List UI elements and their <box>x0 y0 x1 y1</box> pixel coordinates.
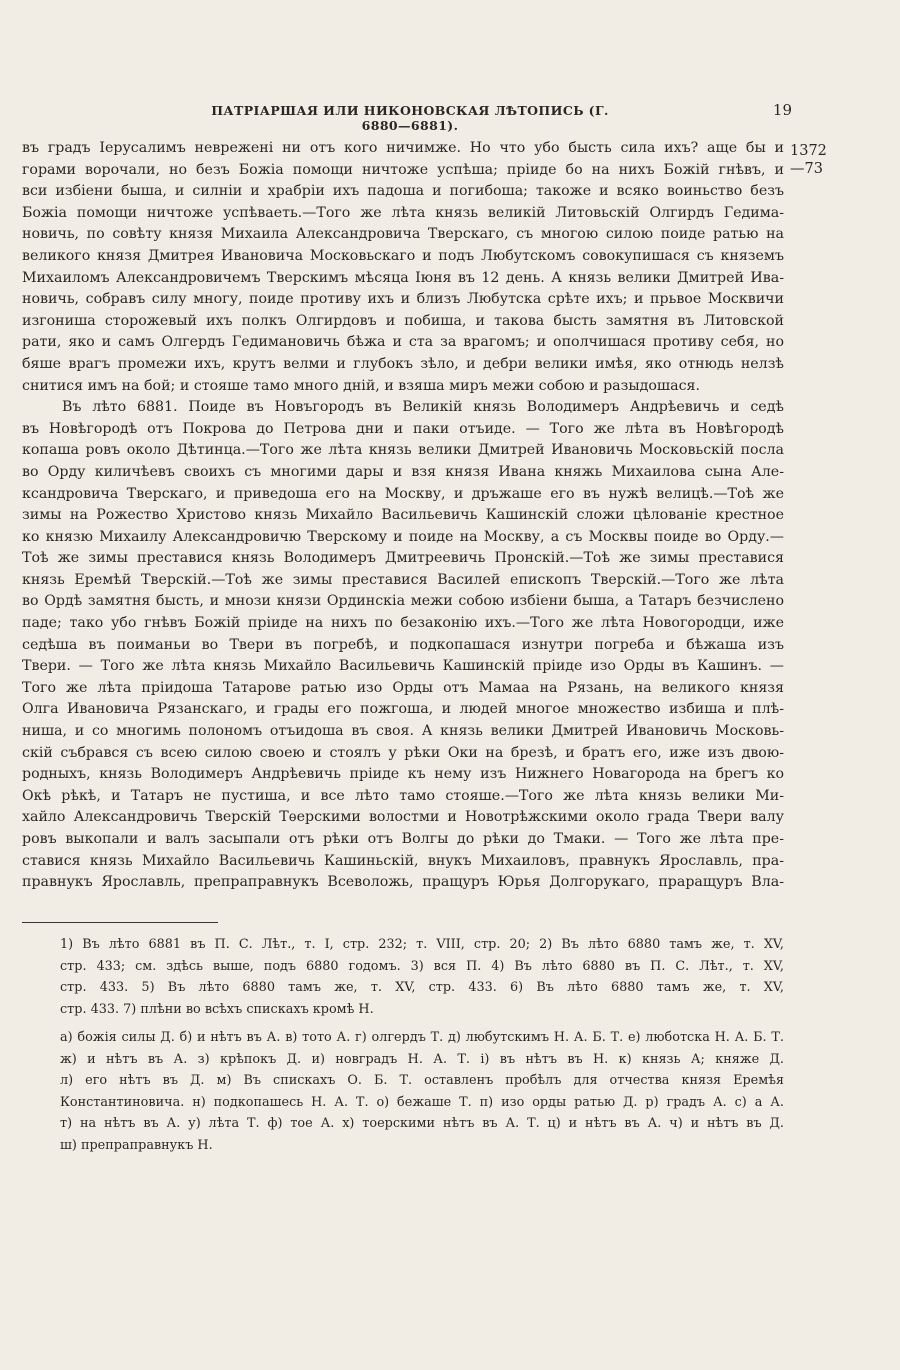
text-line: ко князю Михаилу Александровичю Тверскому и поиде на Москву, а съ Москвы поиде во Орду.— <box>22 528 784 545</box>
text-line: ровъ выкопали и валъ засыпали отъ рѣки отъ Волгы до рѣки до Тмаки. — Того же лѣта пре- <box>22 831 784 847</box>
footnotes-lettered <box>60 1027 784 1157</box>
text-line: Михаиломъ Александровичемъ Тверскимъ мѣсяца Iюня въ 12 день. А князь велики Дмитрей Ива- <box>22 269 784 286</box>
text-line: снитися имъ на бой; и стояше тамо много днiй, и взяша миръ межи собою и разыдошася. <box>22 377 700 394</box>
text-line: во Орду киличѣевъ своихъ съ многими дары и взя князя Ивана княжь Михаилова сына Але- <box>22 463 784 480</box>
text-line: правнукъ Ярославль, препраправнукъ Всеволожь, пращуръ Юрья Долгорукаго, праращуръ Вла- <box>22 874 784 891</box>
text-line: ниша, и со многимь полономъ отъидоша въ своя. А князь велики Дмитрей Ивановичь Московь- <box>22 723 784 740</box>
footnote-line: 1) Въ лѣто 6881 въ П. С. Лѣт., т. I, стр. 232; т. VIII, стр. 20; 2) Въ лѣто 6880 тамъ же, т. XV, <box>60 937 784 952</box>
footnote-line: Константиновича. н) подкопашесь Н. А. Т. о) бежаше Т. п) изо орды ратью Д. р) градъ А. с) а А. <box>60 1094 784 1110</box>
main-text <box>22 138 784 894</box>
text-line: ксандровича Тверскаго, и приведоша его на Москву, и дръжаше его въ нужѣ велицѣ.—Тоѣ же <box>22 485 784 502</box>
text-line: ставися князь Михайло Васильевичь Кашиньскiй, внукъ Михаиловъ, правнукъ Ярославль, пра- <box>22 852 784 869</box>
margin-year-top: 1372 <box>790 143 827 159</box>
footnote-divider <box>22 922 218 923</box>
text-line: горами ворочали, но безъ Божiа помощи ничтоже успѣша; прiиде бо на нихъ Божiй гнѣвъ, и <box>22 161 784 178</box>
footnote-line: л) его нѣтъ въ Д. м) Въ спискахъ О. Б. Т. оставленъ пробѣлъ для отчества князя Еремѣя <box>60 1073 784 1089</box>
footnote-line: стр. 433. 7) плѣни во всѣхъ спискахъ кромѣ Н. <box>60 1001 374 1017</box>
footnote-line: стр. 433; см. здѣсь выше, подъ 6880 годомъ. 3) вся П. 4) Въ лѣто 6880 въ П. С. Лѣт., т. XV, <box>60 958 784 974</box>
text-line: во Ордѣ замятня бысть, и мнози князи Ординскiа межи собою избiени быша, а Татаръ безчислено <box>22 593 784 610</box>
text-line: хайло Александровичь Тверскiй Тѳерскими волостми и Новотрѣжскими около града Твери валу <box>22 809 784 826</box>
text-line: седѣша въ поиманьи во Твери въ погребѣ, и подкопашася изнутри погреба и бѣжаша изъ <box>22 636 784 653</box>
text-line: рати, яко и самъ Олгердъ Гедимановичь бѣжа и ста за врагомъ; и ополчишася противу себя, но <box>22 334 784 351</box>
text-line: великого князя Дмитрея Ивановича Московьскаго и подъ Любутскомъ совокупишася съ княземъ <box>22 247 784 264</box>
text-line: Тоѣ же зимы преставися князь Володимеръ Дмитреевичь Пронскiй.—Тоѣ же зимы преставися <box>22 550 784 567</box>
running-header: ПАТРІАРШАЯ ИЛИ НИКОНОВСКАЯ ЛѢТОПИСЬ (Г. 6880—6881). <box>211 103 609 133</box>
text-line: князь Еремѣй Тверскiй.—Тоѣ же зимы преставися Василей епископъ Тверскiй.—Того же лѣта <box>22 571 784 588</box>
text-line: Въ лѣто 6881. Поиде въ Новъгородъ въ Великiй князь Володимеръ Андрѣевичь и седѣ <box>62 399 784 416</box>
text-line: Олга Ивановича Рязанскаго, и грады его пожгоша, и людей многое множество избиша и плѣ- <box>22 701 784 718</box>
text-line: паде; тако убо гнѣвъ Божiй прiиде на нихъ по безаконiю ихъ.—Того же лѣта Новогородци, иже <box>22 615 784 632</box>
text-line: Твери. — Того же лѣта князь Михайло Васильевичь Кашинскiй прiиде изо Орды въ Кашинъ. — <box>22 658 784 675</box>
text-line: изгониша сторожевый ихъ полкъ Олгирдовъ и побиша, и такова бысть замятня въ Литовской <box>22 312 784 329</box>
text-line: въ градъ Іерусалимъ невреженi ни отъ кого ничимже. Но что убо бысть сила ихъ? аще бы и <box>22 140 784 156</box>
page-number: 19 <box>772 101 792 119</box>
text-line: новичь, по совѣту князя Михаила Александровича Тверскаго, съ многою силою поиде ратью на <box>22 226 784 243</box>
text-line: скiй събрався съ всею силою своею и стоялъ у рѣки Оки на брезѣ, и братъ его, иже изъ двою- <box>22 744 784 761</box>
footnotes-numbered <box>60 934 784 1020</box>
text-line: родныхъ, князь Володимеръ Андрѣевичь прiиде къ нему изъ Нижнего Новагорода на брегъ ко <box>22 766 784 783</box>
footnote-line: ж) и нѣтъ въ А. з) крѣпокъ Д. и) новградъ Н. А. Т. і) въ нѣтъ въ Н. к) князь А; княже Д. <box>60 1051 784 1067</box>
text-line: вси избiени быша, и силнiи и храбрiи ихъ падоша и погибоша; такоже и всяко воиньство безъ <box>22 183 784 200</box>
text-line: Божiа помощи ничтоже успѣваеть.—Того же лѣта князь великiй Литовьскiй Олгирдъ Гедима- <box>22 204 784 221</box>
margin-year-bottom: —73 <box>790 161 823 177</box>
text-line: бяше врагъ промежи ихъ, крутъ велми и глубокъ зѣло, и дебри велики имѣя, яко отнюдь нелзѣ <box>22 355 784 372</box>
text-line: копаша ровъ около Дѣтинца.—Того же лѣта князь велики Дмитрей Ивановичь Московьскiй посла <box>22 442 784 459</box>
footnote-line: стр. 433. 5) Въ лѣто 6880 тамъ же, т. XV, стр. 433. 6) Въ лѣто 6880 тамъ же, т. XV, <box>60 980 784 996</box>
footnote-line: ш) препраправнукъ Н. <box>60 1137 213 1153</box>
footnote-line: т) на нѣтъ въ А. у) лѣта Т. ф) тое А. х) тоерскими нѣтъ въ А. Т. ц) и нѣтъ въ А. ч) и нѣтъ въ Д. <box>60 1116 784 1132</box>
text-line: въ Новѣгородѣ отъ Покрова до Петрова дни и паки отъиде. — Того же лѣта въ Новѣгородѣ <box>22 420 784 437</box>
text-line: Того же лѣта прiидоша Татарове ратью изо Орды отъ Мамаа на Рязань, на великого князя <box>22 679 784 696</box>
footnote-line: а) божiя силы Д. б) и нѣтъ въ А. в) тото А. г) олгердъ Т. д) любутскимъ Н. А. Б. Т. е) люботска Н. А. Б. Т. <box>60 1030 784 1045</box>
text-line: Окѣ рѣкѣ, и Татаръ не пустиша, и все лѣто тамо стояше.—Того же лѣта князь велики Ми- <box>22 787 784 804</box>
text-line: зимы на Рожество Христово князь Михайло Васильевичь Кашинскiй сложи цѣлованiе крестное <box>22 507 784 524</box>
text-line: новичь, собравъ силу многу, поиде противу ихъ и близъ Любутска срѣте ихъ; и прьвое Москвичи <box>22 291 784 308</box>
